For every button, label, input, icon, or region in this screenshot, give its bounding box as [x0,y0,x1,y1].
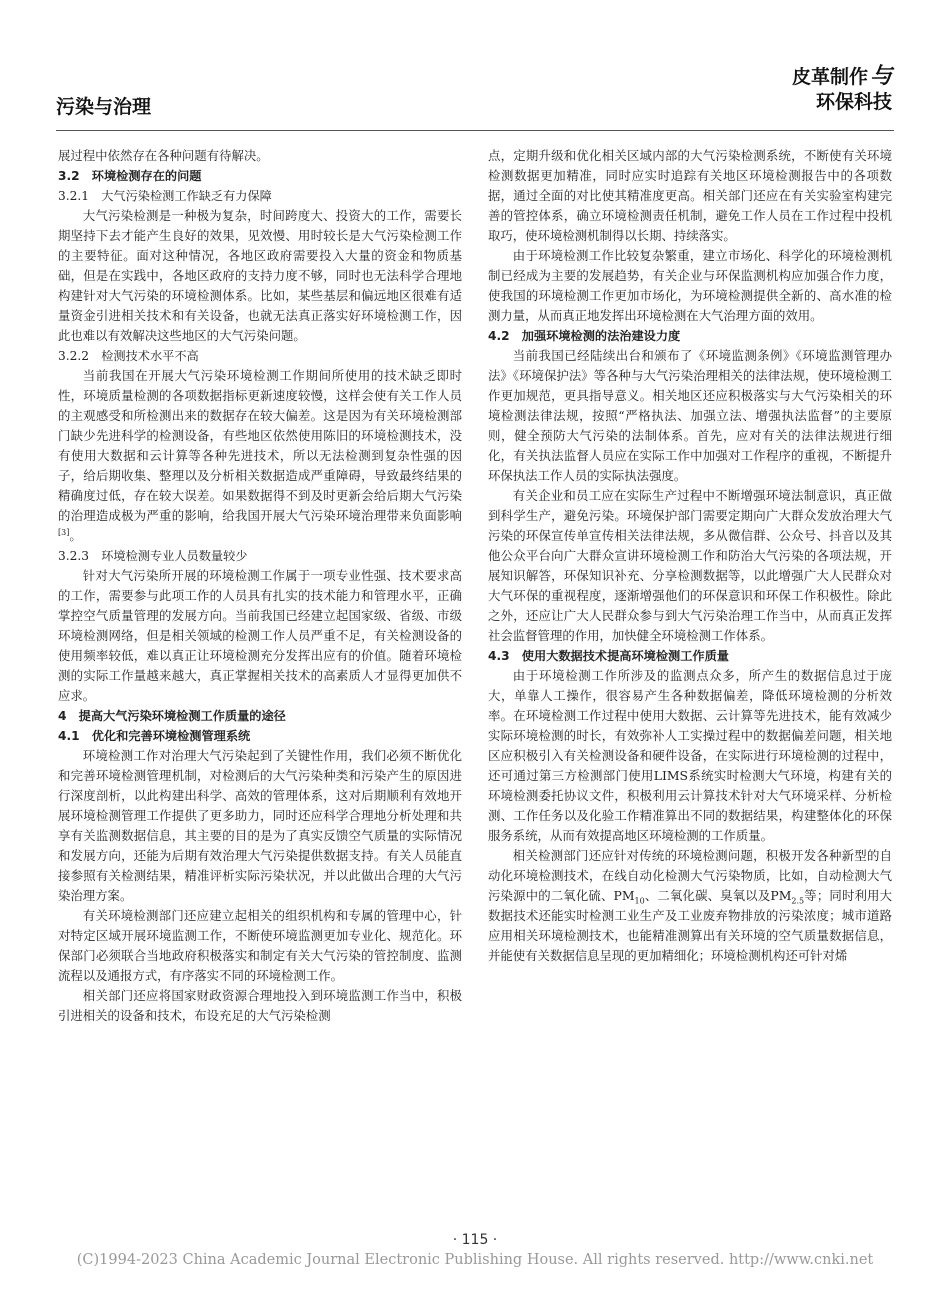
paragraph-text: 等；同时利用大数据技术还能实时检测工业生产及工业废弃物排放的污染浓度；城市道路应用相关环境检测技术，也能精准测算出有关环境的空气质量数据信息，并能使有关数据信息呈现的更加精细化；环境检测机构还可针对烯 [488,888,892,963]
paragraph-text: 当前我国在开展大气污染环境检测工作期间所使用的技术缺乏即时性，环境质量检测的各项数据指标更新速度较慢，这样会使有关工作人员的主观感受和所检测出来的数据存在较大偏差。这是因为有关环境检测部门缺少先进科学的检测设备，有些地区依然使用陈旧的环境检测技术，没有使用大数据和云计算等各种先进技术，所以无法检测到复杂性强的因子，给后期收集、整理以及分析相关数据造成严重障碍，导致最终结果的精确度过低，存在较大误差。如果数据得不到及时更新会给后期大气污染的治理造成极为严重的影响，给我国开展大气污染环境治理带来负面影响 [58,368,462,523]
paragraph: 当前我国已经陆续出台和颁布了《环境监测条例》《环境监测管理办法》《环境保护法》等各种与大气污染治理相关的法律法规，使环境检测工作更加规范，更具指导意义。相关地区还应积极落实与大气污染相关的环境检测法律法规，按照“严格执法、加强立法、增强执法监督”的主要原则，健全预防大气污染的法制体系。首先，应对有关的法律法规进行细化，有关执法监督人员应在实际工作中加强对工作程序的重视，不断提升环保执法工作人员的实际执法强度。 [488,348,892,483]
heading-3-2-2: 3.2.2 检测技术水平不高 [58,349,199,363]
paragraph: 由于环境检测工作所涉及的监测点众多，所产生的数据信息过于庞大，单靠人工操作，很容易产生各种数据偏差，降低环境检测的分析效率。在环境检测工作过程中使用大数据、云计算等先进技术，能有效减少实际环境检测的时长，有效弥补人工实操过程中的数据偏差问题，相关地区应积极引入有关检测设备和硬件设备，在实际进行环境检测的过程中，还可通过第三方检测部门使用LIMS系统实时检测大气环境，构建有关的环境检测委托协议文件，积极利用云计算技术针对大气环境采样、分析检测、工作任务以及化验工作精准算出不同的数据结果，构建整体化的环保服务系统，从而有效提高地区环境检测的工作质量。 [488,668,892,843]
paragraph: 相关部门还应将国家财政资源合理地投入到环境监测工作当中，积极引进相关的设备和技术，布设充足的大气污染检测 [58,988,462,1023]
paragraph: 展过程中依然存在各种问题有待解决。 [58,148,269,163]
paragraph: 点，定期升级和优化相关区域内部的大气污染检测系统，不断使有关环境检测数据更加精准，同时应实时追踪有关地区环境检测报告中的各项数据，通过全面的对比使其精准度更高。相关部门还应在有关实验室构建完善的管控体系，确立环境检测责任机制，避免工作人员在工作过程中投机取巧，使环境检测机制得以长期、持续落实。 [488,148,892,243]
heading-4-2: 4.2 加强环境检测的法治建设力度 [488,329,681,343]
header-rule [56,130,894,131]
heading-4: 4 提高大气污染环境检测工作质量的途径 [58,709,286,723]
subscript: 10 [634,896,645,906]
paragraph: 有关企业和员工应在实际生产过程中不断增强环境法制意识，真正做到科学生产，避免污染。环境保护部门需要定期向广大群众发放治理大气污染的环保宣传单宣传相关法律法规，多从微信群、公众号、抖音以及其他公众平台向广大群众宣讲环境检测工作和防治大气污染的各项法规，开展知识解答，环保知识补充、分享检测数据等，以此增强广大人民群众对大气环保的重视程度，逐渐增强他们的环保意识和环保工作积极性。除此之外，还应让广大人民群众参与到大气污染治理工作当中，从而真正发挥社会监督管理的作用，加快健全环境检测工作体系。 [488,488,892,643]
citation-ref[interactable]: [3] [58,527,70,537]
heading-4-3: 4.3 使用大数据技术提高环境检测工作质量 [488,649,729,663]
page-number: · 115 · [452,1232,498,1248]
paragraph-end: 。 [69,528,82,543]
heading-3-2: 3.2 环境检测存在的问题 [58,169,202,183]
right-column [488,146,892,966]
heading-4-1: 4.1 优化和完善环境检测管理系统 [58,729,251,743]
paragraph: 有关环境检测部门还应建立起相关的组织机构和专属的管理中心，针对特定区域开展环境监测工作，不断使环境监测更加专业化、规范化。环保部门必须联合当地政府积极落实和制定有关大气污染的管控制度、监测流程以及通报方式，有序落实不同的环境检测工作。 [58,908,462,983]
journal-title-line2: 环保科技 [815,91,892,113]
left-column [58,146,462,1026]
journal-title [792,64,892,115]
paragraph-text: 、二氧化碳、臭氧以及PM [644,888,792,903]
paragraph [58,366,462,546]
paragraph-text: 相关检测部门还应针对传统的环境检测问题，积极开发各种新型的自动化环境检测技术，在线自动化检测大气污染物质，比如，自动检测大气污染源中的二氧化硫、PM [488,848,892,903]
paragraph: 针对大气污染所开展的环境检测工作属于一项专业性强、技术要求高的工作，需要参与此项工作的人员具有扎实的技术能力和管理水平，正确掌控空气质量管理的发展方向。当前我国已经建立起国家级、省级、市级环境检测网络，但是相关领域的检测工作人员严重不足，有关检测设备的使用频率较低，难以真正让环境检测充分发挥出应有的价值。随着环境检测的实际工作量越来越大，真正掌握相关技术的高素质人才显得更加供不应求。 [58,568,462,703]
heading-3-2-1: 3.2.1 大气污染检测工作缺乏有力保障 [58,189,272,203]
paragraph: 由于环境检测工作比较复杂繁重，建立市场化、科学化的环境检测机制已经成为主要的发展趋势，有关企业与环保监测机构应加强合作力度，使我国的环境检测工作更加市场化，为环境检测提供全新的、高水准的检测力量，从而真正地发挥出环境检测在大气治理方面的效用。 [488,248,892,323]
section-title: 污染与治理 [56,96,152,118]
paragraph [488,846,892,966]
heading-3-2-3: 3.2.3 环境检测专业人员数量较少 [58,549,248,563]
paragraph: 大气污染检测是一种极为复杂，时间跨度大、投资大的工作，需要长期坚持下去才能产生良好的效果，见效慢、用时较长是大气污染检测工作的主要特征。面对这种情况，各地区政府需要投入大量的资金和物质基础，但是在实践中，各地区政府的支持力度不够，同时也无法科学合理地构建针对大气污染的环境检测体系。比如，某些基层和偏远地区很难有适量资金引进相关技术和有关设备，也就无法真正落实好环境检测工作，因此也难以有效解决这些地区的大气污染问题。 [58,208,462,343]
subscript: 2.5 [791,896,805,906]
paragraph: 环境检测工作对治理大气污染起到了关键性作用，我们必须不断优化和完善环境检测管理机制，对检测后的大气污染种类和污染产生的原因进行深度剖析，以此构建出科学、高效的管理体系，这对后期顺利有效地开展环境检测管理工作提供了更多助力，同时还应科学合理地分析处理和共享有关监测数据信息，其主要的目的是为了真实反馈空气质量的实际情况和发展方向，还能为后期有效治理大气污染提供数据支持。有关人员能直接参照有关检测结果，精准评析实际污染状况，并以此做出合理的大气污染治理方案。 [58,748,462,903]
journal-logo-icon: 与 [869,63,892,89]
copyright-watermark: (C)1994-2023 China Academic Journal Electronic Publishing House. All rights reserved. http://www.cnki.net [76,1252,874,1268]
journal-title-line1: 皮革制作 [791,66,868,88]
